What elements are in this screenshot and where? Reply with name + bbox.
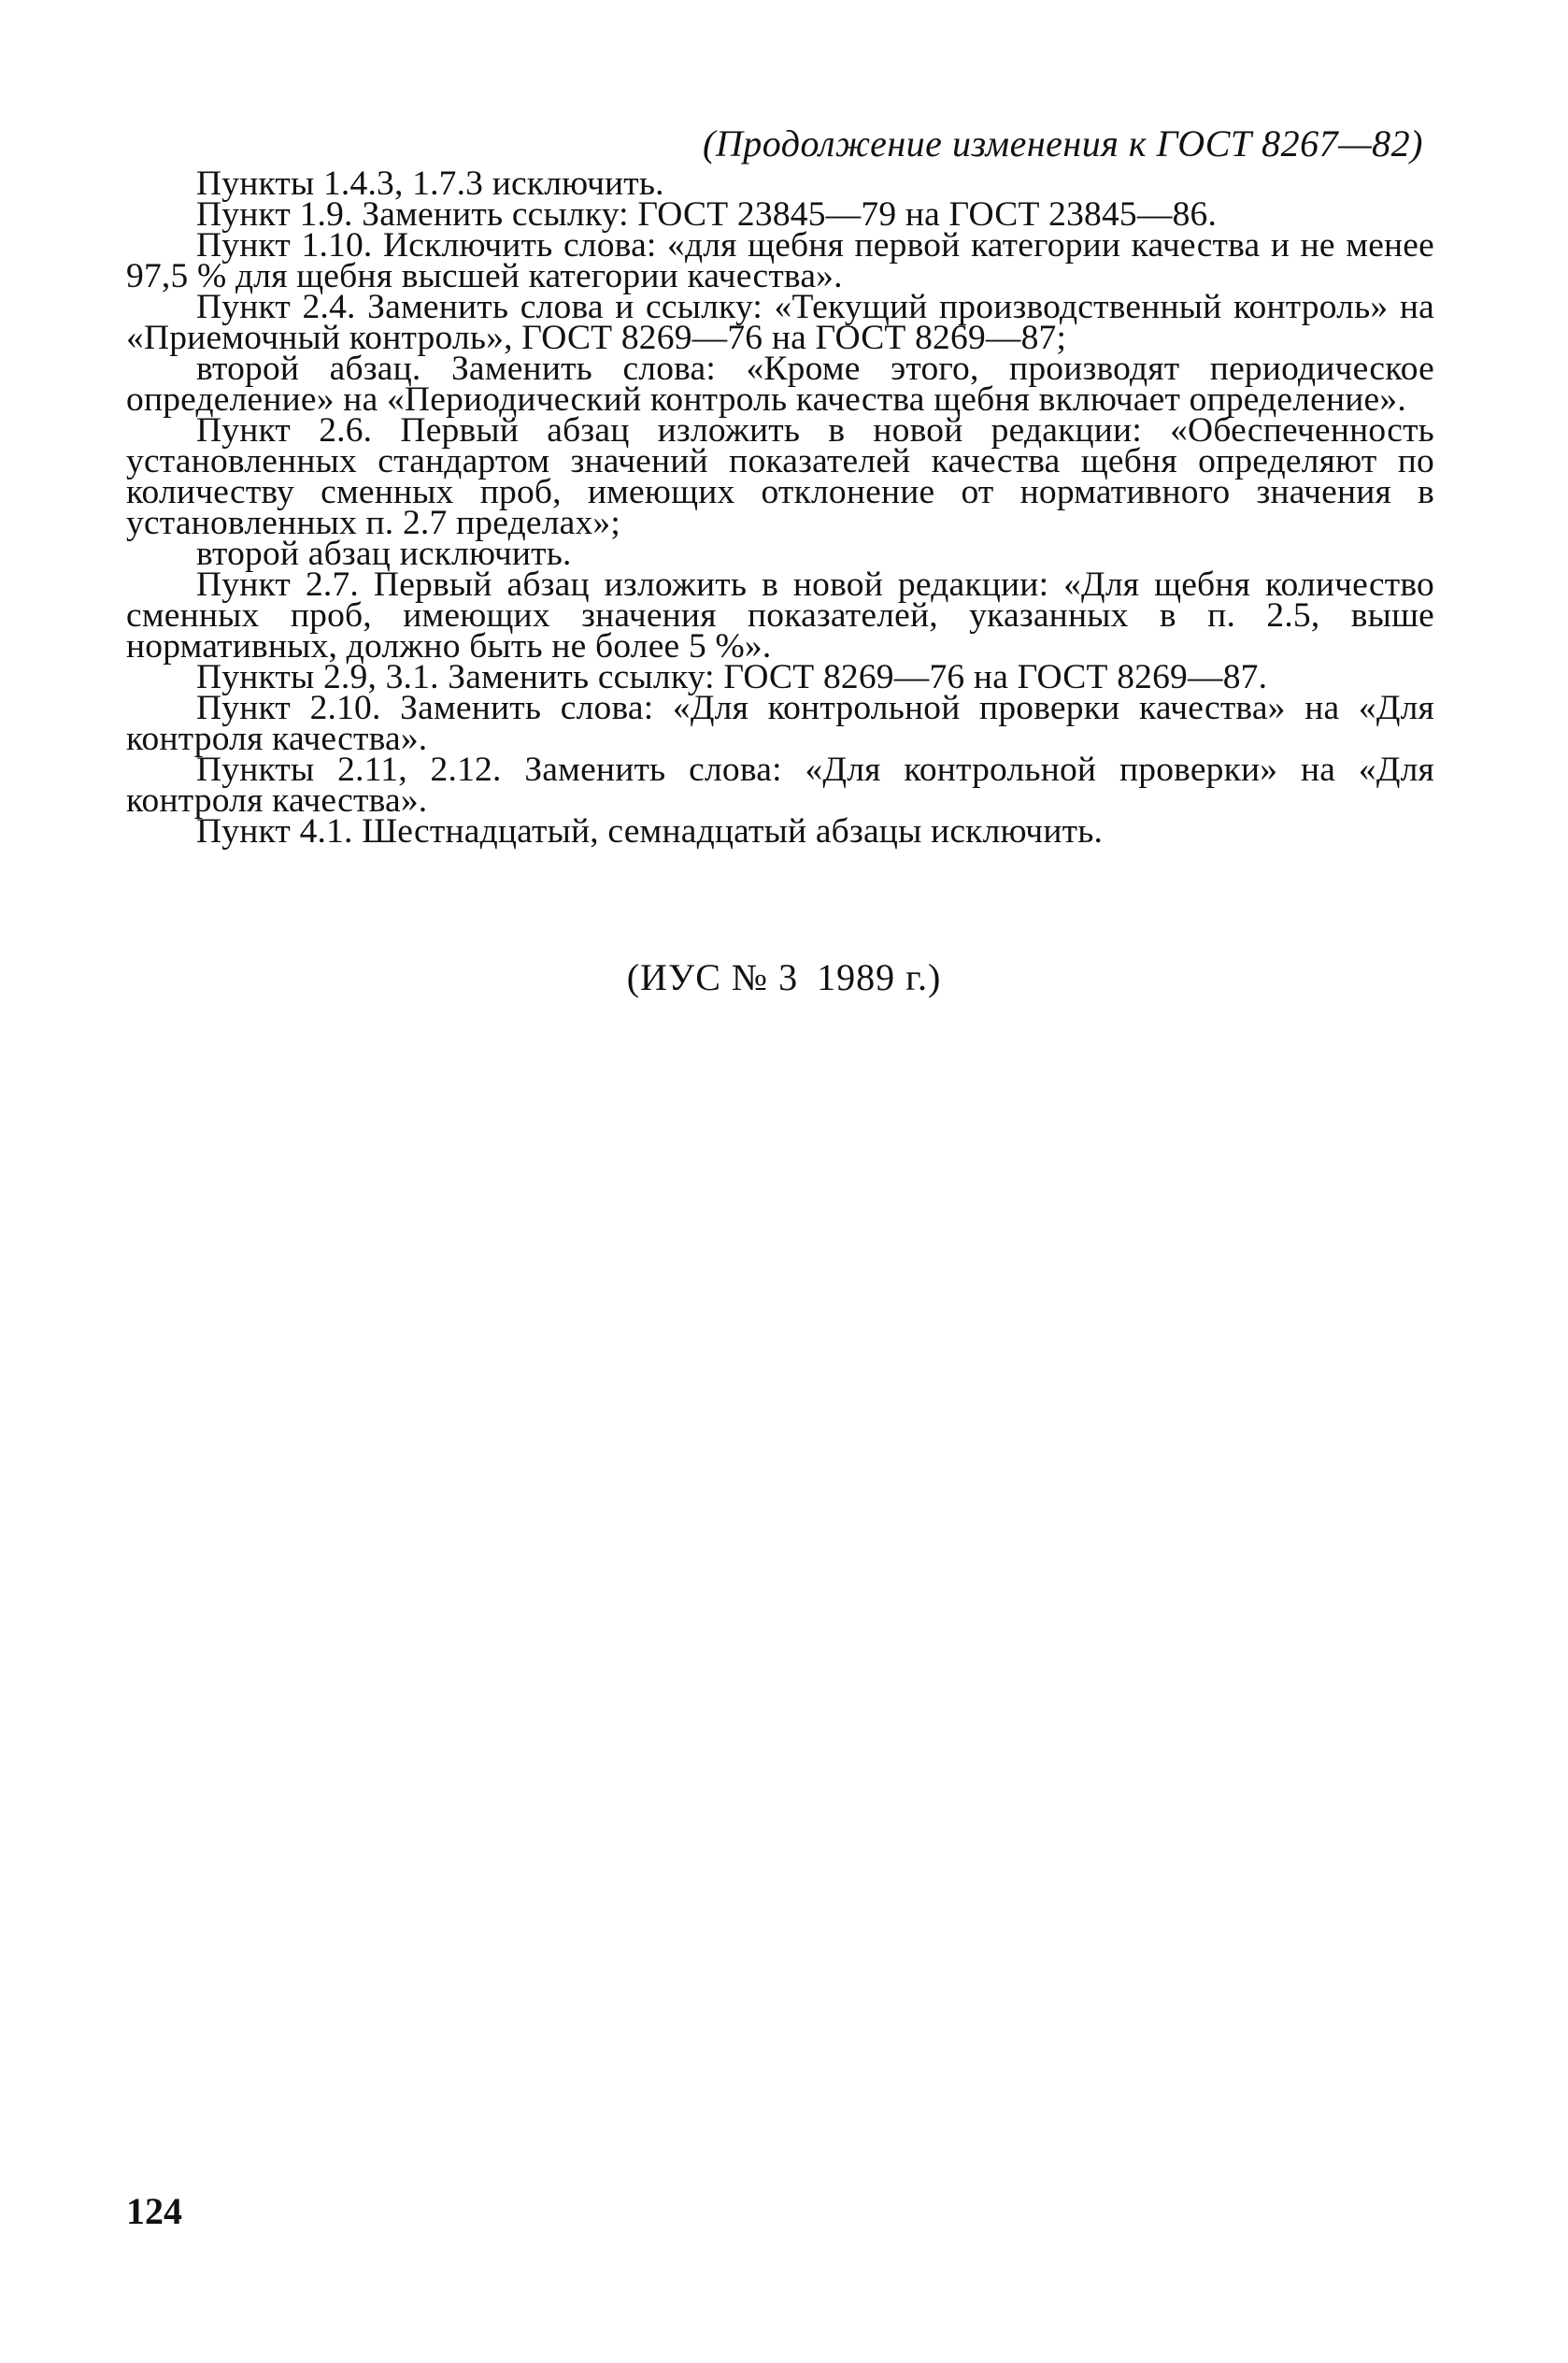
paragraph-item-2-4: Пункт 2.4. Заменить слова и ссылку: «Текущий производственный контроль» на «Приемочный контроль», ГОСТ 8269—76 на ГОСТ 8269—87; <box>126 288 1434 357</box>
paragraph-item-2-4-second: второй абзац. Заменить слова: «Кроме этого, производят периодическое определение» на «Периодический контроль качества щебня включает определение». <box>126 350 1434 419</box>
paragraph-item-2-10: Пункт 2.10. Заменить слова: «Для контрольной проверки качества» на «Для контроля качества». <box>126 689 1434 758</box>
paragraph-item-2-7: Пункт 2.7. Первый абзац изложить в новой редакции: «Для щебня количество сменных проб, имеющих значения показателей, указанных в п. 2.5, выше нормативных, должно быть не более 5 %». <box>126 566 1434 666</box>
paragraph-item-2-6-second: второй абзац исключить. <box>196 535 572 573</box>
source-year: 1989 г.) <box>817 956 942 998</box>
continuation-header: (Продолжение изменения к ГОСТ 8267—82) <box>703 122 1423 165</box>
paragraph-item-2-6: Пункт 2.6. Первый абзац изложить в новой редакции: «Обеспеченность установленных стандартом значений показателей качества щебня определяют по количеству сменных проб, имеющих отклонение от нормативного значения в установленных п. 2.7 пределах»; <box>126 411 1434 542</box>
amendment-text <box>126 165 1434 851</box>
paragraph-item-1-9: Пункт 1.9. Заменить ссылку: ГОСТ 23845—79 на ГОСТ 23845—86. <box>196 195 1218 234</box>
page-number: 124 <box>126 2190 182 2232</box>
source-reference <box>0 955 1568 999</box>
paragraph-item-1-4-3: Пункты 1.4.3, 1.7.3 исключить. <box>196 165 664 203</box>
source-label: (ИУС № 3 <box>626 956 799 998</box>
paragraph-item-4-1: Пункт 4.1. Шестнадцатый, семнадцатый абзацы исключить. <box>196 812 1104 851</box>
paragraph-item-1-10: Пункт 1.10. Исключить слова: «для щебня первой категории качества и не менее 97,5 % для щебня высшей категории качества». <box>126 226 1434 295</box>
paragraph-item-2-9: Пункты 2.9, 3.1. Заменить ссылку: ГОСТ 8269—76 на ГОСТ 8269—87. <box>196 658 1268 696</box>
paragraph-item-2-11: Пункты 2.11, 2.12. Заменить слова: «Для контрольной проверки» на «Для контроля качества». <box>126 751 1434 820</box>
